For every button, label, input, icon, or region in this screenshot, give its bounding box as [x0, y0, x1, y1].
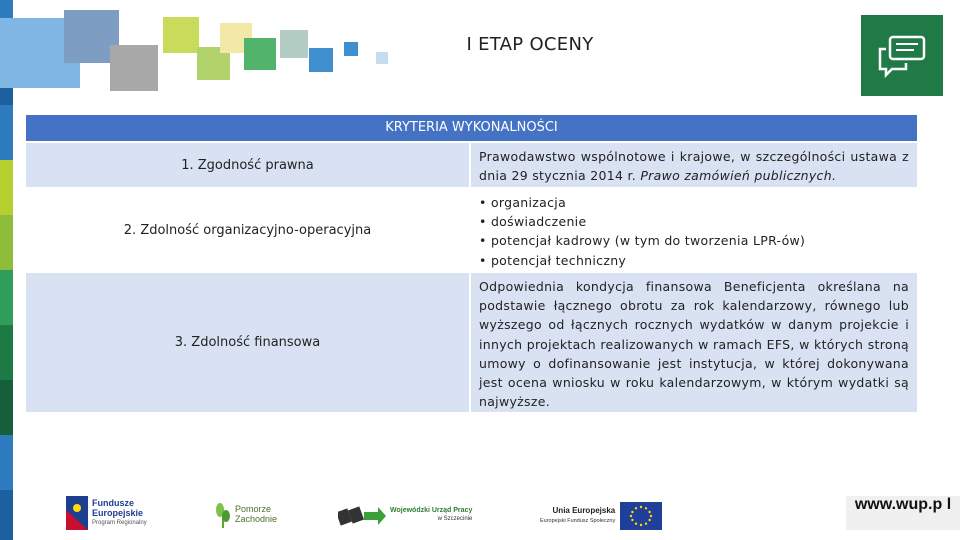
logo-text: Zachodnie — [235, 514, 278, 524]
criterion-cell: 1. Zgodność prawna — [26, 143, 471, 187]
criterion-cell: 2. Zdolność organizacyjno-operacyjna — [26, 189, 471, 271]
list-item: • potencjał kadrowy (w tym do tworzenia LPR-ów) — [479, 233, 806, 249]
description-cell — [471, 189, 917, 271]
list-item: • organizacja — [479, 195, 567, 210]
logo-text: Europejskie — [92, 508, 144, 518]
logo-text: Program Regionalny — [92, 520, 147, 526]
logo-text: Pomorze — [235, 504, 272, 514]
leaf-icon — [215, 500, 231, 528]
logo-text: Unia Europejska — [552, 506, 616, 515]
speech-bubbles-icon — [876, 33, 928, 79]
unia-europejska-logo — [540, 502, 662, 530]
eu-flag-icon — [620, 502, 662, 530]
table-row — [26, 273, 917, 414]
logo-text: Europejski Fundusz Społeczny — [540, 518, 616, 524]
logo-text: Wojewódzki Urząd Pracy — [390, 507, 473, 514]
wup-szczecin-logo — [338, 502, 472, 528]
chat-tile — [861, 15, 943, 96]
description-text: Prawodawstwo wspólnotowe i krajowe, w szczególności ustawa z dnia 29 stycznia 2014 r. — [479, 149, 909, 184]
description-italic-text: Prawo zamówień publicznych. — [640, 168, 837, 184]
table-header: KRYTERIA WYKONALNOŚCI — [26, 115, 917, 143]
description-cell: Odpowiednia kondycja finansowa Beneficjenta określana na podstawie łącznego obrotu za rok kalendarzowy, równego lub wyższego od łącznych rocznych wydatków w danym projekcie i innych projektach realizowanych w ramach EFS, w których stroną umowy o dofinansowanie jest instytucja, w której dokonywana jest ocena wniosku w roku kalendarzowym, w którym wydatki są najwyższe. — [471, 273, 917, 412]
list-item: • potencjał techniczny — [479, 252, 627, 268]
logo-text: Fundusze — [92, 498, 134, 508]
list-item: • doświadczenie — [479, 214, 587, 230]
fundusze-europejskie-logo — [66, 496, 147, 530]
wup-icon — [338, 502, 386, 528]
description-cell — [471, 143, 917, 187]
table-row — [26, 143, 917, 189]
page-title: I ETAP OCENY — [466, 34, 594, 55]
table-row — [26, 189, 917, 273]
logo-text: w Szczecinie — [437, 516, 473, 522]
pomorze-zachodnie-logo — [215, 500, 277, 528]
fundusze-flag-icon — [66, 496, 88, 530]
criterion-cell: 3. Zdolność finansowa — [26, 273, 471, 412]
website-url[interactable]: www.wup.p l — [846, 496, 960, 530]
criteria-table — [26, 115, 917, 414]
